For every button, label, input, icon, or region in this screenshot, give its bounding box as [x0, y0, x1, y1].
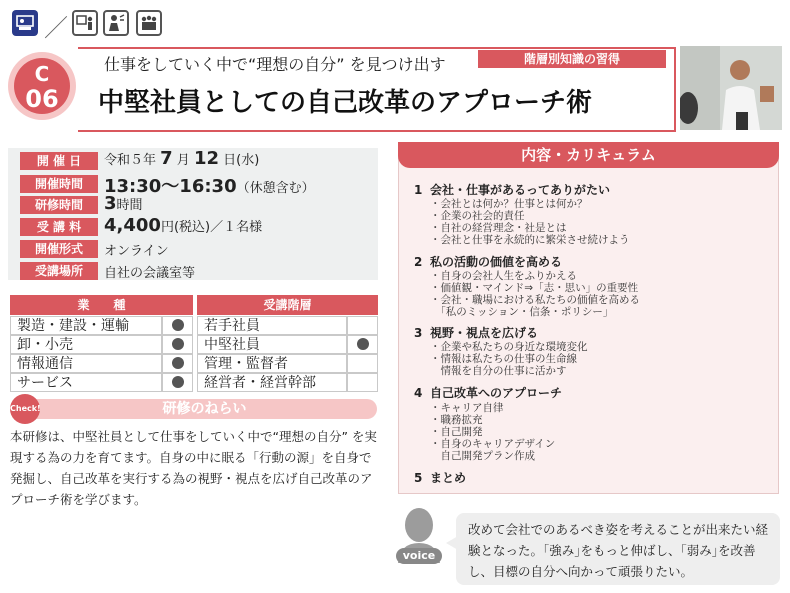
course-title: 中堅社員としての自己改革のアプローチ術: [98, 88, 593, 118]
info-label-format: 開催形式: [20, 240, 98, 258]
info-label-location: 受講場所: [20, 262, 98, 280]
icon-separator: ／: [44, 14, 68, 42]
industry-cell: 卸・小売: [10, 335, 162, 354]
level-check-cell: [347, 373, 378, 392]
info-label-date: 開 催 日: [20, 152, 98, 170]
curriculum-item: ・キャリア自律: [430, 402, 504, 414]
level-header: 受講階層: [197, 295, 378, 315]
course-code-badge: [14, 58, 70, 114]
curriculum-section: [414, 469, 466, 486]
check-icon: Check!: [10, 394, 40, 424]
industry-cell: 情報通信: [10, 354, 162, 373]
level-check-cell: [347, 354, 378, 373]
curriculum-item: 情報を自分の仕事に活かす: [430, 365, 567, 377]
info-value-location: 自社の会議室等: [104, 266, 196, 281]
level-cell: 管理・監督者: [197, 354, 347, 373]
voice-text: 改めて会社でのあるべき姿を考えることが出来たい経験となった。｢強み｣をもっと伸ばし、｢弱み｣を改善し、目標の自分へ向かって頑張りたい。: [468, 522, 769, 579]
curriculum-item: ・価値観・マインド⇒「志・思い」の重要性: [430, 282, 639, 294]
curriculum-item: 自己開発プラン作成: [430, 450, 535, 462]
info-value-date: [104, 148, 259, 169]
aim-text: 本研修は、中堅社員として仕事をしていく中で“理想の自分” を実現する為の力を育てます。自身の中に眠る「行動の源」を自身で発掘し、自己改革を実行する為の視野・視点を広げ自己改革のアプローチ術を学びます。: [10, 429, 377, 507]
level-selected-dot: [357, 338, 369, 350]
person-speaking-icon: [103, 10, 129, 36]
aim-heading-text: 研修のねらい: [162, 401, 247, 417]
section-number: 1: [414, 183, 423, 197]
curriculum-item: ・会社・職場における私たちの価値を高める: [430, 294, 640, 306]
duration-unit: 時間: [116, 198, 143, 213]
course-code-number: 06: [25, 85, 59, 113]
industry-selected-dot: [172, 338, 184, 350]
lecture-icon: [12, 10, 38, 36]
date-day-unit: 日(水): [219, 153, 260, 168]
curriculum-item: ・職務拡充: [430, 414, 483, 426]
section-title: 視野・視点を広げる: [430, 326, 539, 340]
curriculum-item: ・企業の社会的責任: [430, 210, 525, 222]
industry-header: 業 種: [10, 295, 193, 315]
industry-cell: 製造・建設・運輸: [10, 316, 162, 335]
level-cell: 若手社員: [197, 316, 347, 335]
course-code-letter: C: [34, 62, 50, 86]
date-era: 令和５年: [104, 153, 161, 168]
date-month-unit: 月: [172, 153, 194, 168]
date-day: 12: [193, 148, 219, 169]
curriculum-item: ・会社と仕事を永続的に繁栄させ続けよう: [430, 234, 630, 246]
section-title: まとめ: [430, 471, 467, 485]
duration-hours: 3: [104, 193, 117, 214]
level-cell: 中堅社員: [197, 335, 347, 354]
info-label-time: 開催時間: [20, 175, 98, 193]
aim-heading: [32, 399, 377, 419]
industry-selected-dot: [172, 319, 184, 331]
date-month: 7: [160, 148, 173, 169]
course-subtitle: 仕事をしていく中で“理想の自分” を見つけ出す: [104, 55, 446, 74]
section-number: 5: [414, 471, 423, 485]
curriculum-item: ・情報は私たちの仕事の生命線: [430, 353, 577, 365]
fee-unit: 円(税込)／１名様: [160, 220, 263, 235]
info-label-fee: 受 講 料: [20, 218, 98, 236]
lecturer-photo: [680, 46, 782, 130]
info-label-duration: 研修時間: [20, 196, 98, 214]
voice-label: voice: [396, 548, 442, 564]
industry-cell: サービス: [10, 373, 162, 392]
curriculum-item: ・自身のキャリアデザイン: [430, 438, 556, 450]
section-title: 私の活動の価値を高める: [430, 255, 563, 269]
time-note: （休憩含む）: [236, 181, 315, 196]
category-tag: 階層別知識の習得: [478, 50, 666, 68]
section-number: 4: [414, 386, 423, 400]
industry-selected-dot: [172, 376, 184, 388]
curriculum-item: 「私のミッション・信条・ポリシー」: [430, 306, 614, 318]
info-value-fee: [104, 215, 262, 236]
info-value-format: オンライン: [104, 244, 169, 259]
level-check-cell: [347, 316, 378, 335]
level-cell: 経営者・経営幹部: [197, 373, 347, 392]
curriculum-section: [414, 384, 562, 401]
time-range: 13:30～16:30: [104, 176, 237, 197]
presentation-icon: [72, 10, 98, 36]
section-number: 2: [414, 255, 423, 269]
section-title: 会社・仕事があるってありがたい: [430, 183, 611, 197]
industry-selected-dot: [172, 357, 184, 369]
fee-amount: 4,400: [104, 215, 161, 236]
curriculum-item: ・自社の経営理念・社是とは: [430, 222, 567, 234]
info-value-duration: [104, 193, 143, 214]
section-title: 自己改革へのアプローチ: [430, 386, 563, 400]
curriculum-item: ・会社とは何か？仕事とは何か？: [430, 198, 588, 210]
curriculum-item: ・自己開発: [430, 426, 483, 438]
curriculum-item: ・企業や私たちの身近な環境変化: [430, 341, 588, 353]
curriculum-heading: 内容・カリキュラム: [398, 142, 779, 168]
group-training-icon: [136, 10, 162, 36]
curriculum-item: ・自身の会社人生をふりかえる: [430, 270, 577, 282]
section-number: 3: [414, 326, 423, 340]
